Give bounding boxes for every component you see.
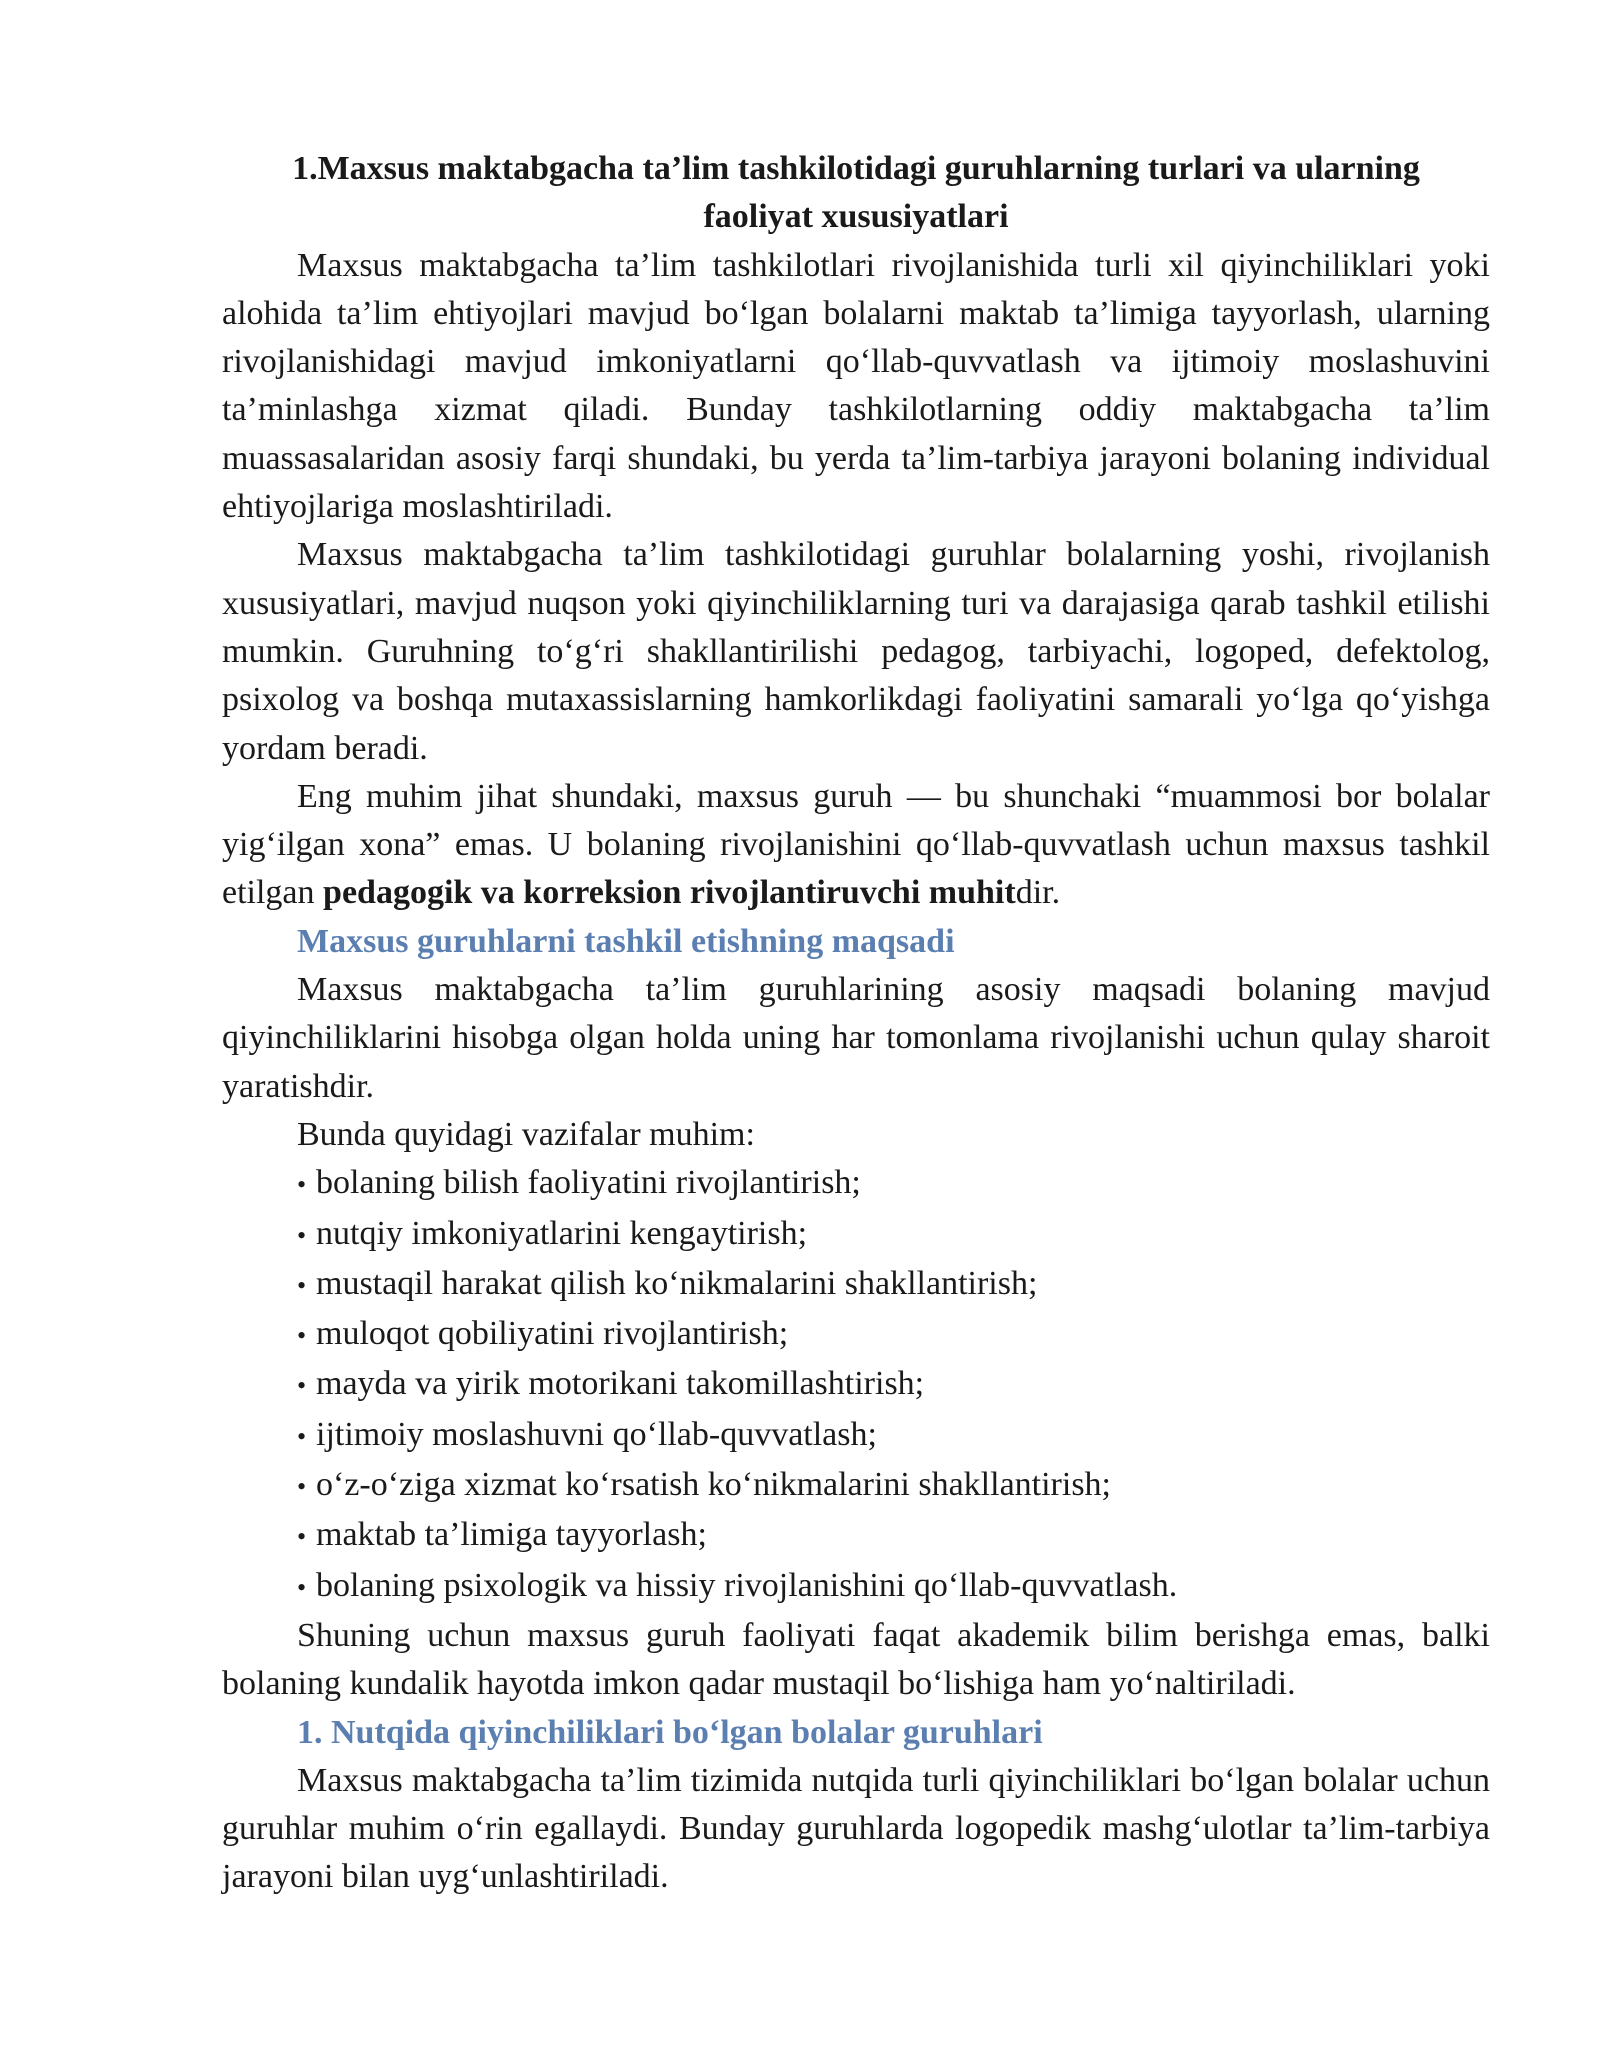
document-page [222, 145, 1490, 1902]
paragraph-6: Shuning uchun maxsus guruh faoliyati faqat akademik bilim berishga emas, balki bolaning kundalik hayotda imkon qadar mustaqil bo‘lishiga ham yo‘naltiriladi. [222, 1616, 1490, 1703]
bullet-icon: • [297, 1220, 307, 1250]
bullet-icon: • [297, 1371, 307, 1401]
section-heading-goal: Maxsus guruhlarni tashkil etishning maqsadi [297, 922, 955, 960]
section-heading-speech: 1. Nutqida qiyinchiliklari bo‘lgan bolalar guruhlari [297, 1713, 1043, 1751]
task-text: mayda va yirik motorikani takomillashtirish; [316, 1365, 925, 1403]
document-title [222, 145, 1490, 242]
title-line-2: faoliyat xususiyatlari [703, 198, 1009, 236]
task-list-item [297, 1210, 1490, 1260]
task-list-item [297, 1159, 1490, 1209]
paragraph-4: Maxsus maktabgacha ta’lim guruhlarining asosiy maqsadi bolaning mavjud qiyinchiliklarini hisobga olgan holda uning har tomonlama rivojlanishi uchun qulay sharoit yaratishdir. [222, 971, 1490, 1105]
bullet-icon: • [297, 1170, 307, 1200]
paragraph-1: Maxsus maktabgacha ta’lim tashkilotlari rivojlanishida turli xil qiyinchiliklari yoki alohida ta’lim ehtiyojlari mavjud bo‘lgan bolalarni maktab ta’limiga tayyorlash, ularning rivojlanishidagi mavjud imkoniyatlarni qo‘llab-quvvatlash va ijtimoiy moslashuvini ta’minlashga xizmat qiladi. Bunday tashkilotlarning oddiy maktabgacha ta’lim muassasalaridan asosiy farqi shundaki, bu yerda ta’lim-tarbiya jarayoni bolaning individual ehtiyojlariga moslashtiriladi. [222, 246, 1490, 526]
task-text: bolaning bilish faoliyatini rivojlantirish; [316, 1164, 861, 1202]
bullet-icon: • [297, 1472, 307, 1502]
bullet-icon: • [297, 1270, 307, 1300]
paragraph-3-bold: pedagogik va korreksion rivojlantiruvchi muhit [323, 874, 1016, 912]
paragraph-7: Maxsus maktabgacha ta’lim tizimida nutqida turli qiyinchiliklari bo‘lgan bolalar uchun guruhlar muhim o‘rin egallaydi. Bunday guruhlarda logopedik mashg‘ulotlar ta’lim-tarbiya jarayoni bilan uyg‘unlashtiriladi. [222, 1761, 1490, 1896]
task-list-item [297, 1511, 1490, 1561]
task-list-item [297, 1310, 1490, 1360]
title-line-1: 1.Maxsus maktabgacha ta’lim tashkilotidagi guruhlarning turlari va ularning [292, 150, 1420, 187]
task-text: maktab ta’limiga tayyorlash; [316, 1516, 707, 1554]
bullet-icon: • [297, 1321, 307, 1351]
task-list-item [297, 1461, 1490, 1511]
task-text: bolaning psixologik va hissiy rivojlanishini qo‘llab-quvvatlash. [316, 1566, 1178, 1604]
paragraph-3 [222, 773, 1490, 918]
task-list-item [297, 1360, 1490, 1410]
bullet-icon: • [297, 1572, 307, 1602]
paragraph-2: Maxsus maktabgacha ta’lim tashkilotidagi guruhlar bolalarning yoshi, rivojlanish xususiyatlari, mavjud nuqson yoki qiyinchiliklarning turi va darajasiga qarab tashkil etilishi mumkin. Guruhning to‘g‘ri shakllantirilishi pedagog, tarbiyachi, logoped, defektolog, psixolog va boshqa mutaxassislarning hamkorlikdagi faoliyatini samarali yo‘lga qo‘yishga yordam beradi. [222, 536, 1490, 767]
task-text: ijtimoiy moslashuvni qo‘llab-quvvatlash; [316, 1415, 877, 1453]
task-list-item [297, 1562, 1490, 1612]
task-list-item [297, 1411, 1490, 1461]
task-list-item [297, 1260, 1490, 1310]
task-text: nutqiy imkoniyatlarini kengaytirish; [316, 1214, 808, 1252]
task-text: muloqot qobiliyatini rivojlantirish; [316, 1315, 789, 1353]
paragraph-3-start: Eng muhim jihat shundaki, maxsus guruh — bu shunchaki “muammosi bor bolalar yig‘ilgan xona” emas. U bolaning rivojlanishini qo‘llab-quvvatlash uchun maxsus tashkil etilgan [222, 777, 1490, 912]
task-text: mustaqil harakat qilish ko‘nikmalarini shakllantirish; [316, 1264, 1038, 1302]
bullet-icon: • [297, 1421, 307, 1451]
task-list [222, 1159, 1490, 1612]
paragraph-5: Bunda quyidagi vazifalar muhim: [297, 1115, 755, 1153]
paragraph-3-end: dir. [1015, 874, 1061, 912]
bullet-icon: • [297, 1522, 307, 1552]
task-text: o‘z-o‘ziga xizmat ko‘rsatish ko‘nikmalarini shakllantirish; [316, 1466, 1111, 1504]
